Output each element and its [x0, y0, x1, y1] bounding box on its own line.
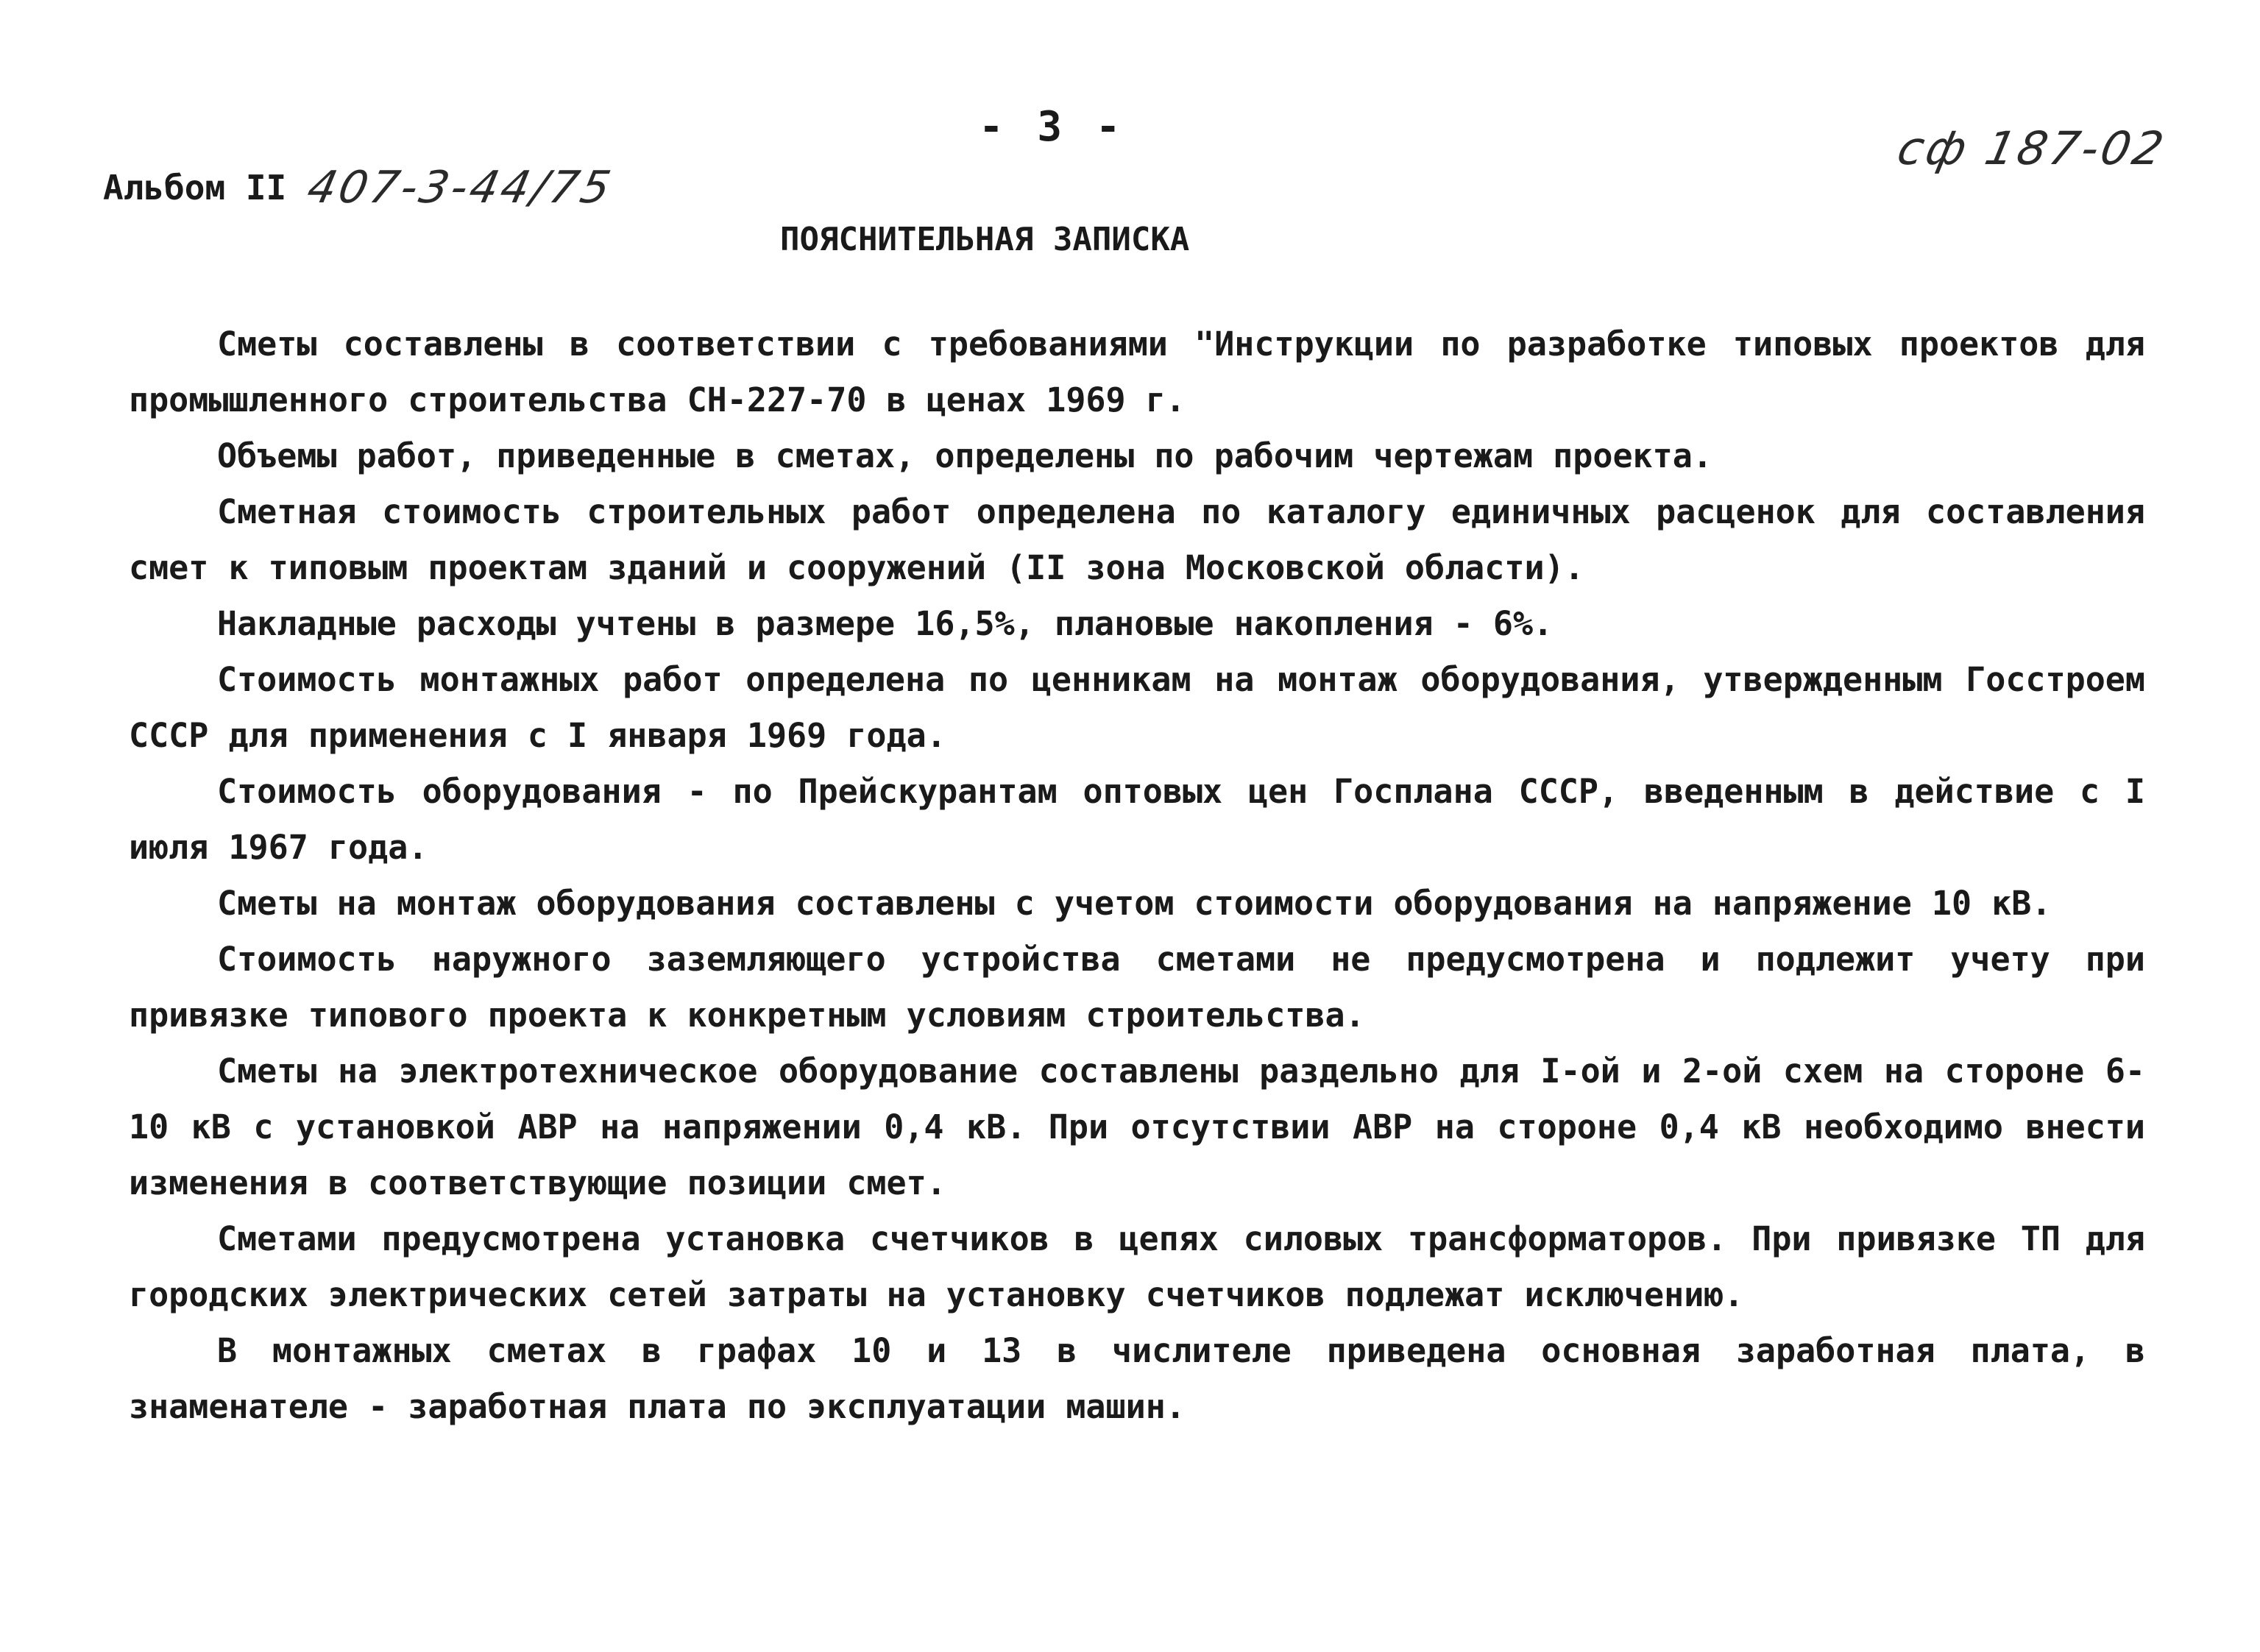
album-reference [103, 162, 618, 213]
paragraph-grounding: Стоимость наружного заземляющего устройства сметами не предусмотрена и подлежит учету при привязке типового проекта к конкретным условиям строительства. [129, 940, 2145, 1035]
paragraph-equipment-cost: Стоимость оборудования - по Прейскурантам оптовых цен Госплана СССР, введенным в действие с I июля 1967 года. [129, 772, 2145, 867]
sheet-code-handwritten: сф 187-02 [1893, 121, 2172, 175]
paragraph-construction-cost: Сметная стоимость строительных работ определена по каталогу единичных расценок для составления смет к типовым проектам зданий и сооружений (II зона Московской области). [129, 492, 2145, 587]
album-label: Альбом II [103, 168, 287, 208]
paragraph-wages: В монтажных сметах в графах 10 и 13 в числителе приведена основная заработная плата, в знаменателе - заработная плата по эксплуатации машин. [129, 1331, 2145, 1426]
paragraph-overhead: Накладные расходы учтены в размере 16,5%, плановые накопления - 6%. [217, 604, 1554, 643]
album-number-handwritten: 407-3-44/75 [302, 162, 618, 213]
document-heading: ПОЯСНИТЕЛЬНАЯ ЗАПИСКА [780, 221, 1190, 258]
paragraph-installation-cost: Стоимость монтажных работ определена по ценникам на монтаж оборудования, утвержденным Госстроем СССР для применения с I января 1969 года. [129, 660, 2145, 755]
paragraph-estimates-instruction: Сметы составлены в соответствии с требованиями "Инструкции по разработке типовых проектов для промышленного строительства СН-227-70 в ценах 1969 г. [129, 325, 2145, 419]
page-number: - 3 - [979, 103, 1125, 151]
paragraph-electrical-equipment: Сметы на электротехническое оборудование составлены раздельно для I-ой и 2-ой схем на стороне 6-10 кВ с установкой АВР на напряжении 0,4 кВ. При отсутствии АВР на стороне 0,4 кВ необходимо внести изменения в соответствующие позиции смет. [129, 1052, 2145, 1202]
explanatory-note-body [129, 316, 2145, 1435]
paragraph-work-volumes: Объемы работ, приведенные в сметах, определены по рабочим чертежам проекта. [217, 436, 1712, 475]
paragraph-voltage: Сметы на монтаж оборудования составлены с учетом стоимости оборудования на напряжение 10 кВ. [217, 884, 2052, 923]
paragraph-meters: Сметами предусмотрена установка счетчиков в цепях силовых трансформаторов. При привязке ТП для городских электрических сетей затраты на установку счетчиков подлежат исключению. [129, 1219, 2145, 1314]
